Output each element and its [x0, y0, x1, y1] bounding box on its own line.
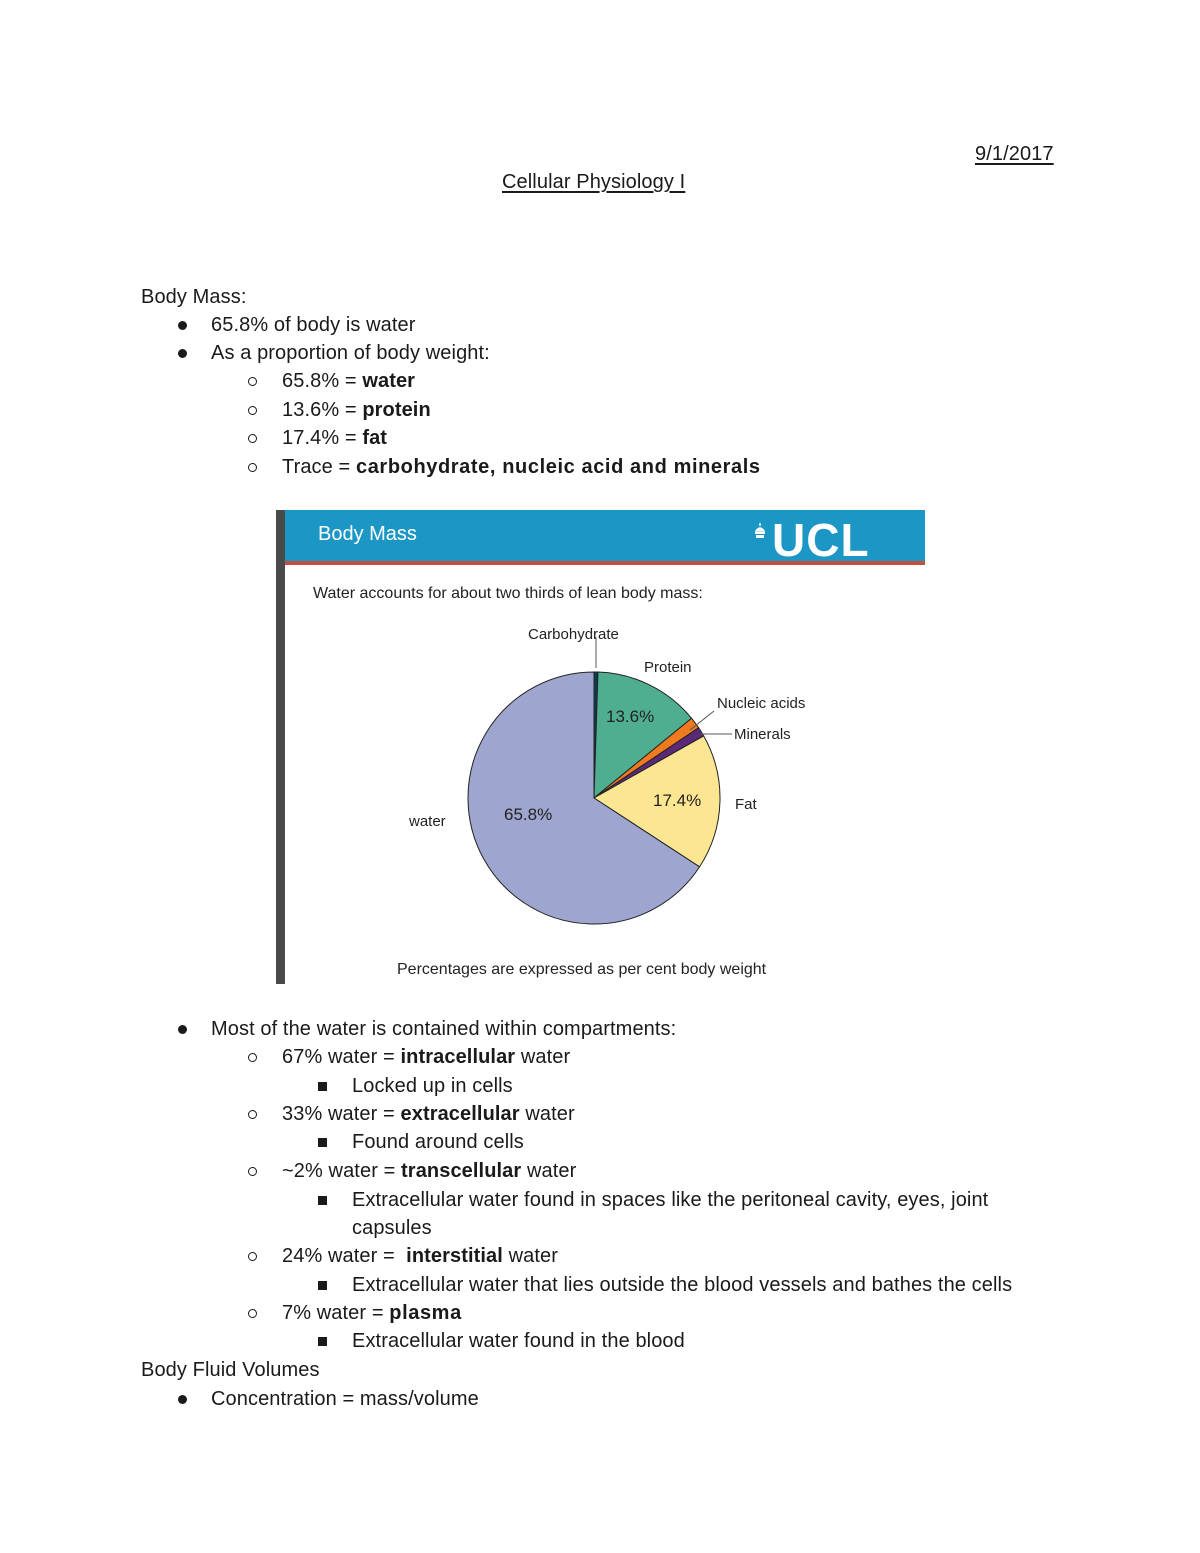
list-item: 65.8% of body is water [211, 314, 416, 336]
section-heading-body-mass: Body Mass: [141, 286, 247, 308]
list-item: 67% water = intracellular water [282, 1046, 571, 1068]
bullet-circle-icon [248, 1110, 257, 1119]
bullet-circle-icon [248, 1252, 257, 1261]
pie-label-water: water [409, 813, 446, 830]
pie-data-label-protein: 13.6% [606, 707, 655, 726]
ucl-logo: UCL [772, 514, 870, 566]
bullet-dot-icon [178, 1025, 187, 1034]
bullet-circle-icon [248, 377, 257, 386]
pie-chart [276, 510, 925, 984]
list-item: 7% water = plasma [282, 1302, 462, 1324]
list-item: 65.8% = water [282, 370, 416, 392]
list-item: ~2% water = transcellular water [282, 1160, 577, 1182]
bullet-square-icon [318, 1337, 327, 1346]
bullet-square-icon [318, 1138, 327, 1147]
bullet-square-icon [318, 1082, 327, 1091]
list-item: Locked up in cells [352, 1075, 513, 1097]
list-item: 17.4% = fat [282, 427, 388, 449]
slide-intro-text: Water accounts for about two thirds of lean body mass: [313, 585, 703, 602]
bullet-dot-icon [178, 1395, 187, 1404]
list-item: Extracellular water found in the blood [352, 1330, 685, 1352]
document-date: 9/1/2017 [975, 143, 1054, 165]
bullet-circle-icon [248, 406, 257, 415]
bullet-square-icon [318, 1196, 327, 1205]
list-item: 24% water = interstitial water [282, 1245, 559, 1267]
body-mass-slide-image [276, 510, 925, 984]
bullet-circle-icon [248, 1309, 257, 1318]
list-item: Found around cells [352, 1131, 524, 1153]
list-item: 33% water = extracellular water [282, 1103, 575, 1125]
bullet-circle-icon [248, 1053, 257, 1062]
bullet-circle-icon [248, 463, 257, 472]
bullet-dot-icon [178, 349, 187, 358]
list-item: Trace = carbohydrate, nucleic acid and minerals [282, 456, 761, 478]
list-item: Extracellular water found in spaces like the peritoneal cavity, eyes, joint [352, 1189, 989, 1211]
slide-footer-text: Percentages are expressed as per cent body weight [397, 961, 767, 978]
pie-label-nucleic-acids: Nucleic acids [717, 695, 806, 712]
list-item: Most of the water is contained within compartments: [211, 1018, 677, 1040]
list-item: Concentration = mass/volume [211, 1388, 479, 1410]
pie-label-carbohydrate: Carbohydrate [528, 626, 619, 643]
bullet-circle-icon [248, 1167, 257, 1176]
list-item-continued: capsules [352, 1217, 432, 1239]
slide-title: Body Mass [318, 523, 417, 545]
pie-data-label-water: 65.8% [504, 805, 553, 824]
list-item: 13.6% = protein [282, 399, 431, 421]
list-item: Extracellular water that lies outside the blood vessels and bathes the cells [352, 1274, 1013, 1296]
pie-label-minerals: Minerals [734, 726, 791, 743]
bullet-square-icon [318, 1281, 327, 1290]
pie-label-protein: Protein [644, 659, 692, 676]
document-title: Cellular Physiology I [502, 171, 686, 193]
bullet-circle-icon [248, 434, 257, 443]
pie-label-fat: Fat [735, 796, 757, 813]
pie-data-label-fat: 17.4% [653, 791, 702, 810]
list-item: As a proportion of body weight: [211, 342, 490, 364]
section-heading-body-fluid-volumes: Body Fluid Volumes [141, 1359, 320, 1381]
bullet-dot-icon [178, 321, 187, 330]
